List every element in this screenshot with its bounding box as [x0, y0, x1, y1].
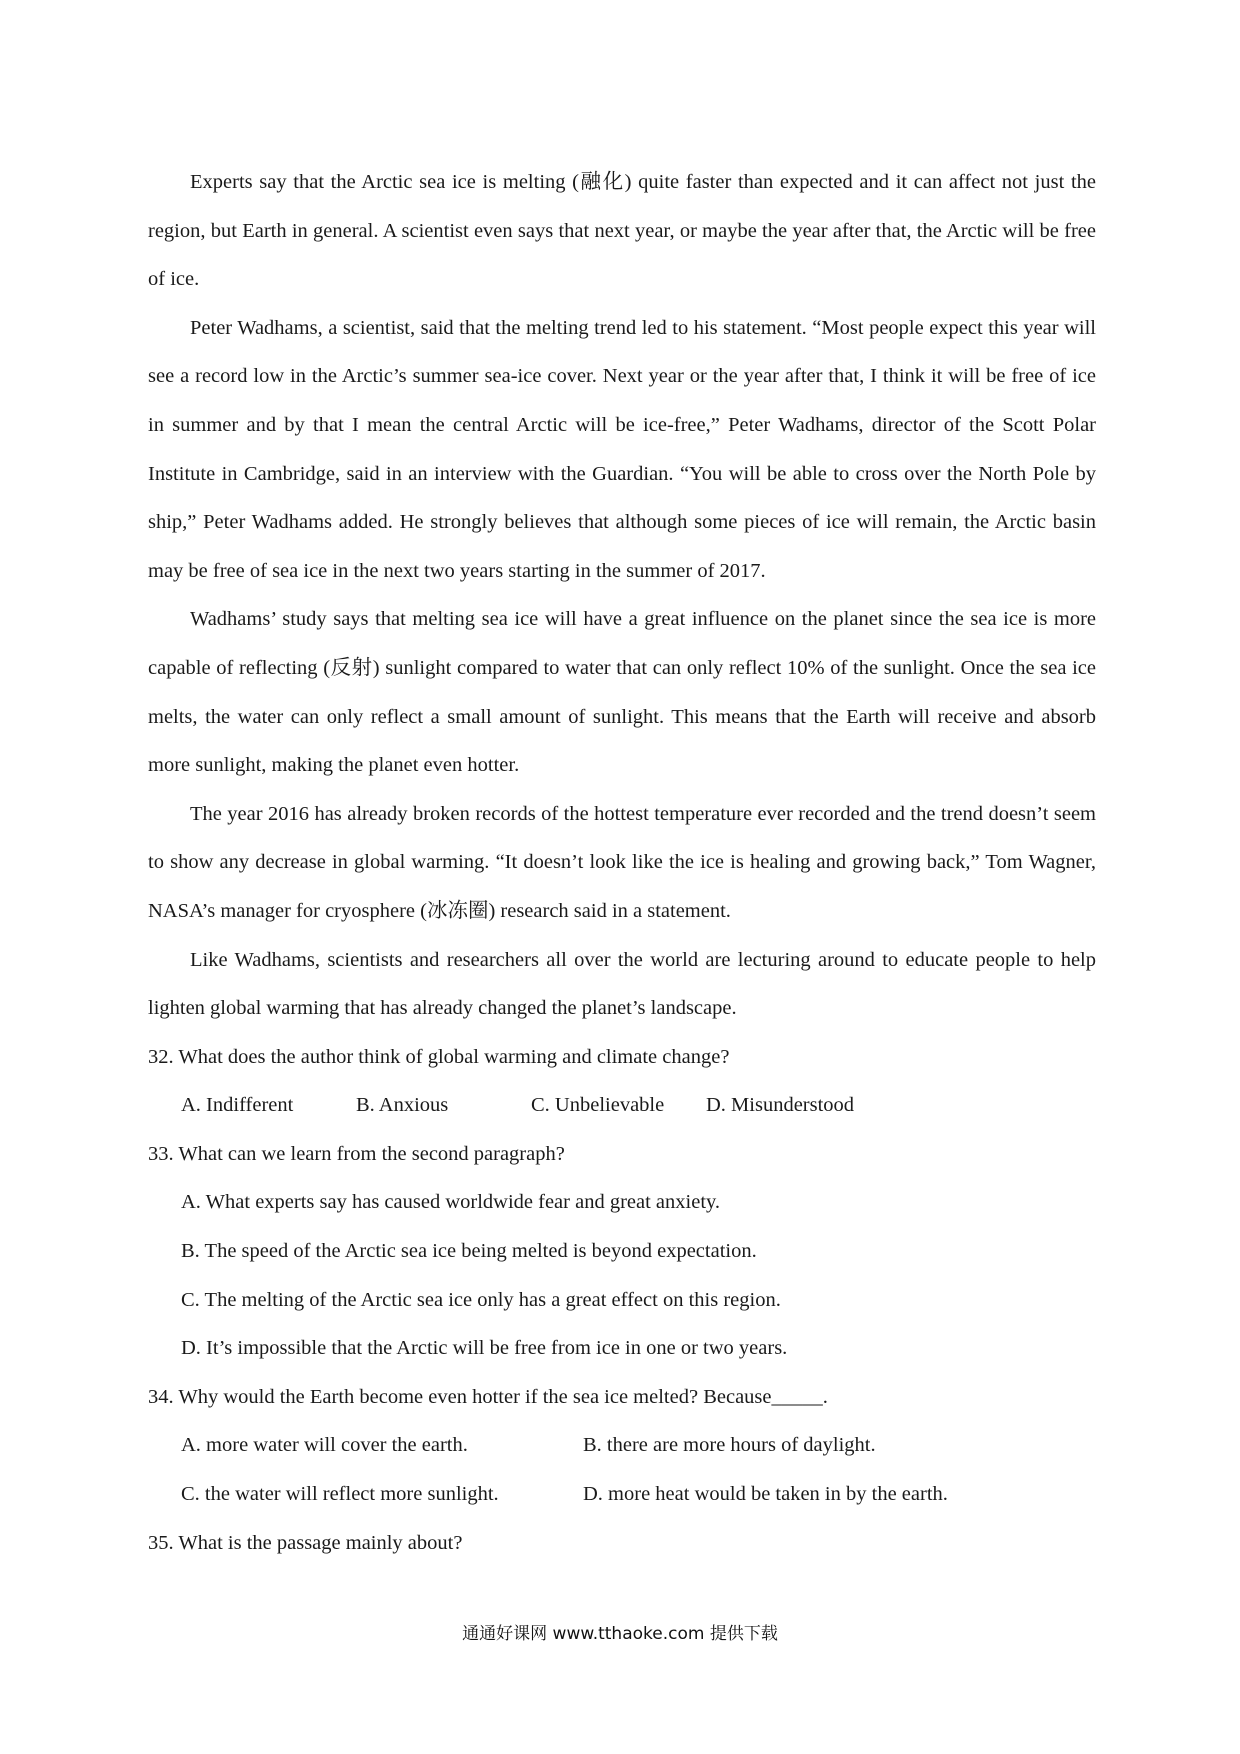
passage-paragraph-5: Like Wadhams, scientists and researchers all over the world are lecturing around to educate people to help lighten global warming that has already changed the planet’s landscape. [148, 948, 1096, 1020]
option-34-a: A. more water will cover the earth. [181, 1434, 468, 1457]
passage-paragraph-2: Peter Wadhams, a scientist, said that the melting trend led to his statement. “Most people expect this year will see a record low in the Arctic’s summer sea-ice cover. Next year or the year after that, I think it will be free of ice in summer and by that I mean the central Arctic will be ice-free,” Peter Wadhams, director of the Scott Polar Institute in Cambridge, said in an interview with the Guardian. “You will be able to cross over the North Pole by ship,” Peter Wadhams added. He strongly believes that although some pieces of ice will remain, the Arctic basin may be free of sea ice in the next two years starting in the summer of 2017. [148, 316, 1096, 582]
option-32-a: A. Indifferent [181, 1094, 294, 1117]
option-32-c: C. Unbelievable [531, 1094, 665, 1117]
question-32-stem: 32. What does the author think of global warming and climate change? [148, 1045, 730, 1068]
question-32-options [181, 1081, 1096, 1130]
question-34-stem: 34. Why would the Earth become even hotter if the sea ice melted? Because_____. [148, 1385, 828, 1408]
option-32-b: B. Anxious [356, 1094, 449, 1117]
option-33-a: A. What experts say has caused worldwide fear and great anxiety. [181, 1191, 721, 1214]
option-33-c: C. The melting of the Arctic sea ice only has a great effect on this region. [181, 1288, 781, 1311]
option-34-b: B. there are more hours of daylight. [583, 1434, 876, 1457]
passage-paragraph-3: Wadhams’ study says that melting sea ice will have a great influence on the planet since the sea ice is more capable of reflecting (反射) sunlight compared to water that can only reflect 10% of the sunlight. Once the sea ice melts, the water can only reflect a small amount of sunlight. This means that the Earth will receive and absorb more sunlight, making the planet even hotter. [148, 608, 1096, 777]
option-33-d: D. It’s impossible that the Arctic will be free from ice in one or two years. [181, 1337, 788, 1360]
option-32-d: D. Misunderstood [706, 1094, 855, 1117]
question-35-stem: 35. What is the passage mainly about? [148, 1531, 463, 1554]
option-34-d: D. more heat would be taken in by the earth. [583, 1483, 948, 1506]
question-33-stem: 33. What can we learn from the second paragraph? [148, 1142, 565, 1165]
page-footer: 通通好课网 www.tthaoke.com 提供下载 [462, 1624, 778, 1644]
document-page [148, 158, 1096, 1567]
option-33-b: B. The speed of the Arctic sea ice being melted is beyond expectation. [181, 1240, 757, 1263]
question-34-options-cd [181, 1470, 1096, 1519]
passage-paragraph-4: The year 2016 has already broken records of the hottest temperature ever recorded and the trend doesn’t seem to show any decrease in global warming. “It doesn’t look like the ice is healing and growing back,” Tom Wagner, NASA’s manager for cryosphere (冰冻圈) research said in a statement. [148, 802, 1096, 922]
passage-paragraph-1: Experts say that the Arctic sea ice is melting (融化) quite faster than expected and it can affect not just the region, but Earth in general. A scientist even says that next year, or maybe the year after that, the Arctic will be free of ice. [148, 171, 1096, 291]
question-34-options-ab [181, 1421, 1096, 1470]
option-34-c: C. the water will reflect more sunlight. [181, 1483, 499, 1506]
